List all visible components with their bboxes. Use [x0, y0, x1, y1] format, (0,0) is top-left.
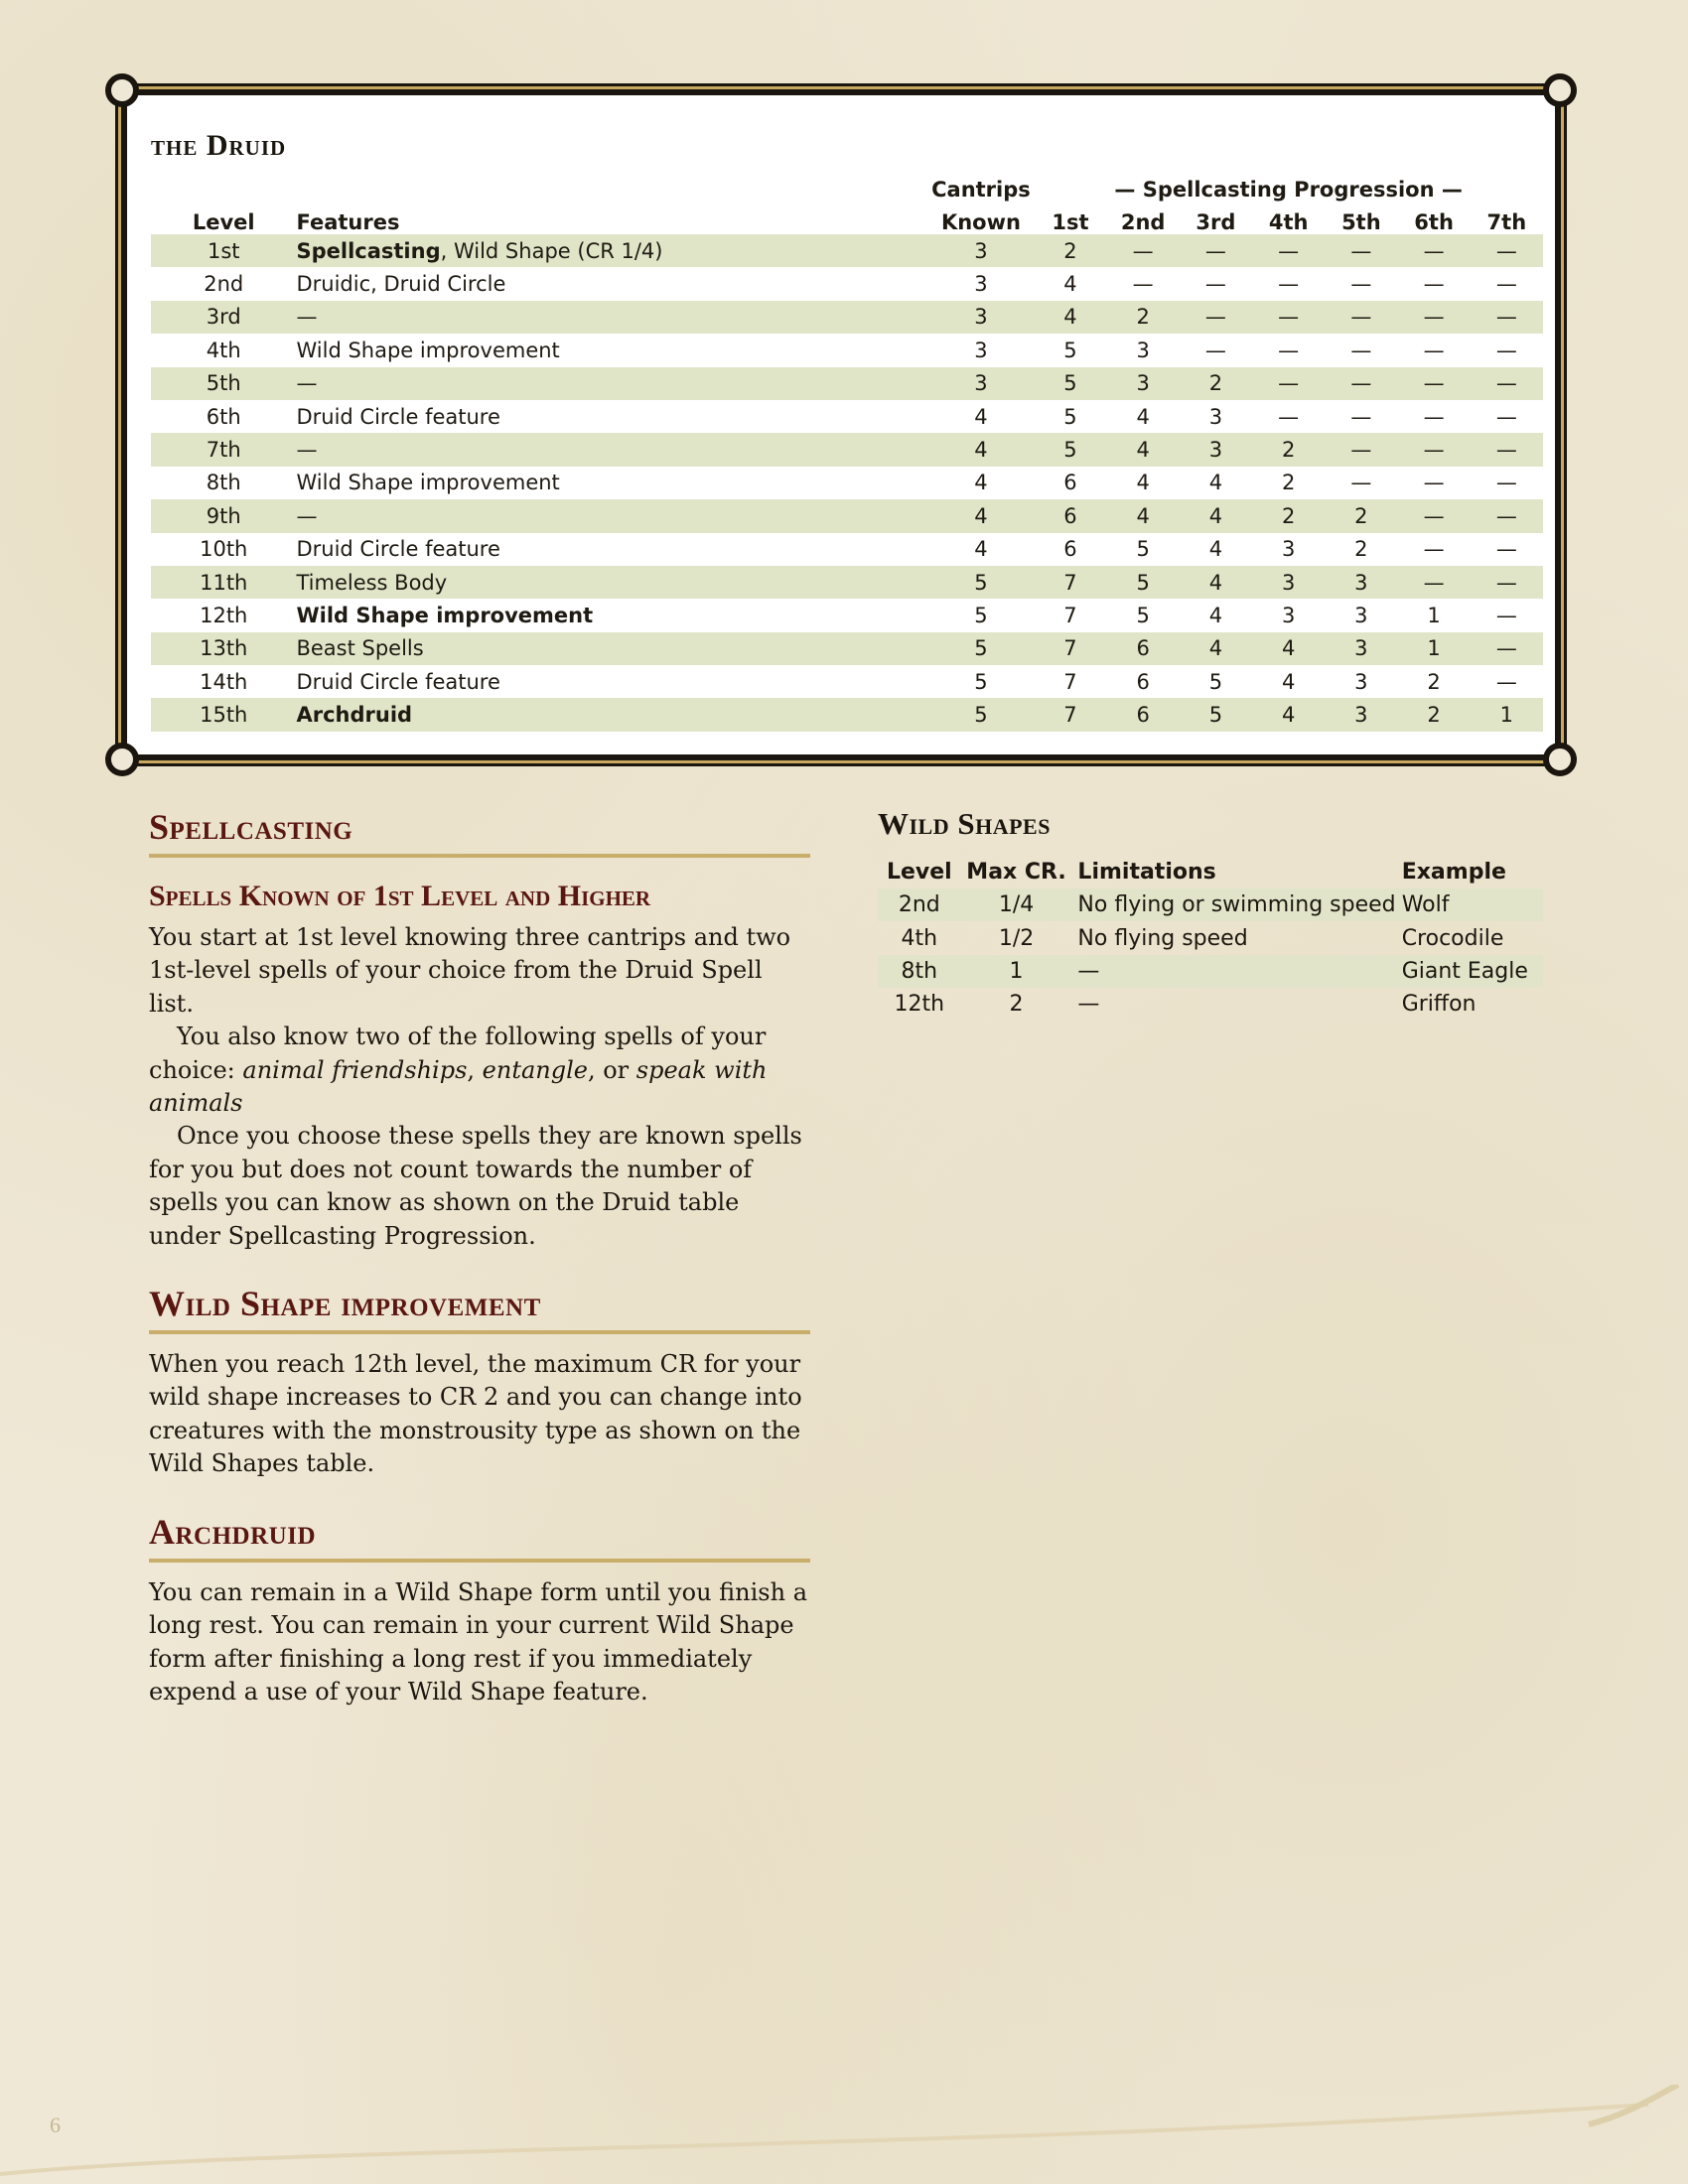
slot-cell: — — [1495, 503, 1517, 528]
slot-cell: 7 — [1063, 570, 1077, 595]
paragraph: When you reach 12th level, the maximum CR for your wild shape increases to CR 2 and you can change into creatures with the monstrousity type as shown on the Wild Shapes table. — [149, 1350, 802, 1478]
right-column — [878, 806, 1543, 1022]
druid-table-header-row-1 — [151, 169, 1543, 202]
features-cell: — — [296, 438, 318, 463]
slot-cell: 4 — [1208, 603, 1223, 627]
header-spellcasting-progression: — Spellcasting Progression — — [1114, 178, 1463, 202]
slot-cell: 3 — [1136, 338, 1150, 362]
features-cell: Wild Shape improvement — [296, 603, 594, 627]
slot-cell: 4 — [1208, 537, 1223, 562]
wild-shapes-table — [878, 856, 1543, 1022]
max-cr-cell: 1 — [1009, 958, 1024, 984]
slot-cell: 5 — [1208, 669, 1223, 694]
slot-cell: 4 — [1208, 570, 1223, 595]
spell-name: animal friendships — [242, 1055, 468, 1084]
slot-cell: — — [1278, 371, 1300, 396]
left-column — [149, 806, 810, 1708]
table-row — [151, 698, 1543, 731]
slot-cell: 5 — [1208, 703, 1223, 728]
table-row — [151, 367, 1543, 400]
druid-table-title: the Druid — [151, 129, 287, 162]
features-cell: — — [296, 305, 318, 330]
cantrips-cell: 5 — [974, 570, 988, 595]
slot-cell: 5 — [1063, 338, 1077, 362]
slot-cell: 2 — [1354, 537, 1368, 562]
features-cell: Wild Shape improvement — [296, 471, 560, 495]
level-cell: 15th — [200, 703, 248, 728]
frame-corner-ornament — [1543, 73, 1577, 107]
slot-cell: 2 — [1427, 669, 1441, 694]
table-row — [151, 467, 1543, 499]
slot-cell: 4 — [1136, 438, 1150, 463]
max-cr-cell: 2 — [1009, 992, 1024, 1018]
slot-cell: — — [1423, 537, 1445, 562]
slot-cell: — — [1204, 238, 1226, 263]
table-row — [878, 921, 1543, 954]
limitations-cell: — — [1077, 992, 1100, 1018]
slot-cell: — — [1423, 471, 1445, 495]
slot-cell: — — [1278, 272, 1300, 297]
slot-cell: 4 — [1063, 272, 1077, 297]
cantrips-cell: 3 — [974, 371, 988, 396]
slot-cell: — — [1495, 305, 1517, 330]
slot-cell: — — [1278, 305, 1300, 330]
cantrips-cell: 4 — [974, 438, 988, 463]
cantrips-cell: 5 — [974, 669, 988, 694]
level-cell: 13th — [200, 636, 248, 661]
slot-cell: — — [1495, 603, 1517, 627]
table-row — [151, 400, 1543, 433]
slot-cell: — — [1423, 371, 1445, 396]
header-level: Level — [886, 860, 952, 885]
header-slot: 7th — [1486, 210, 1527, 234]
features-cell: Beast Spells — [296, 636, 424, 661]
header-slot: 4th — [1268, 210, 1309, 234]
example-cell: Giant Eagle — [1401, 958, 1528, 984]
header-limitations: Limitations — [1077, 860, 1216, 885]
level-cell: 1st — [207, 238, 240, 263]
level-cell: 12th — [894, 992, 945, 1018]
level-cell: 14th — [200, 669, 248, 694]
level-cell: 11th — [200, 570, 248, 595]
paragraph: Once you choose these spells they are known spells for you but does not count towards the number of spells you can know as shown on the Druid table under Spellcasting Progression. — [149, 1122, 802, 1250]
slot-cell: 5 — [1063, 438, 1077, 463]
slot-cell: — — [1204, 305, 1226, 330]
table-row — [151, 599, 1543, 631]
header-example: Example — [1401, 860, 1506, 885]
slot-cell: 6 — [1136, 703, 1150, 728]
slot-cell: — — [1350, 471, 1372, 495]
slot-cell: — — [1350, 404, 1372, 429]
slot-cell: 2 — [1281, 438, 1296, 463]
limitations-cell: No flying or swimming speed — [1077, 892, 1396, 918]
slot-cell: 1 — [1499, 703, 1514, 728]
slot-cell: 6 — [1063, 471, 1077, 495]
slot-cell: — — [1350, 305, 1372, 330]
table-row — [151, 566, 1543, 599]
table-row — [151, 433, 1543, 466]
slot-cell: 4 — [1281, 703, 1296, 728]
table-row — [878, 888, 1543, 921]
slot-cell: 4 — [1281, 636, 1296, 661]
table-row — [151, 234, 1543, 267]
table-row — [151, 665, 1543, 698]
page-number: 6 — [50, 2113, 61, 2137]
level-cell: 8th — [206, 471, 241, 495]
slot-cell: 7 — [1063, 636, 1077, 661]
level-cell: 3rd — [206, 305, 241, 330]
slot-cell: 4 — [1208, 471, 1223, 495]
cantrips-cell: 5 — [974, 603, 988, 627]
level-cell: 2nd — [898, 892, 940, 918]
slot-cell: — — [1423, 570, 1445, 595]
frame-corner-ornament — [1543, 743, 1577, 776]
slot-cell: — — [1423, 338, 1445, 362]
section-heading-archdruid: Archdruid — [149, 1511, 810, 1563]
wild-shapes-header-row — [878, 856, 1543, 888]
max-cr-cell: 1/2 — [998, 925, 1035, 951]
slot-cell: — — [1495, 371, 1517, 396]
slot-cell: 6 — [1136, 669, 1150, 694]
slot-cell: 5 — [1136, 603, 1150, 627]
slot-cell: 6 — [1063, 537, 1077, 562]
level-cell: 9th — [206, 503, 241, 528]
level-cell: 12th — [200, 603, 248, 627]
features-cell: — — [296, 371, 318, 396]
slot-cell: 4 — [1208, 503, 1223, 528]
header-level: Level — [192, 210, 255, 234]
spell-name: speak with animals — [149, 1055, 768, 1118]
cantrips-cell: 5 — [974, 703, 988, 728]
limitations-cell: — — [1077, 958, 1100, 984]
slot-cell: 2 — [1063, 238, 1077, 263]
slot-cell: 3 — [1281, 603, 1296, 627]
druid-table-header-row-2 — [151, 202, 1543, 234]
slot-cell: 3 — [1281, 570, 1296, 595]
features-cell: Druid Circle feature — [296, 537, 500, 562]
subheading-spells-known: Spells Known of 1st Level and Higher — [149, 880, 651, 912]
slot-cell: 2 — [1354, 503, 1368, 528]
header-slot: 3rd — [1196, 210, 1236, 234]
slot-cell: 4 — [1136, 471, 1150, 495]
slot-cell: 3 — [1281, 537, 1296, 562]
level-cell: 4th — [206, 338, 241, 362]
level-cell: 2nd — [204, 272, 244, 297]
features-cell: Druidic, Druid Circle — [296, 272, 506, 297]
cantrips-cell: 3 — [974, 238, 988, 263]
header-slot: 2nd — [1120, 210, 1166, 234]
slot-cell: 1 — [1427, 636, 1441, 661]
paragraph: You start at 1st level knowing three cantrips and two 1st-level spells of your choice from the Druid Spell list. — [149, 923, 791, 1018]
slot-cell: — — [1423, 272, 1445, 297]
slot-cell: 3 — [1208, 438, 1223, 463]
slot-cell: 1 — [1427, 603, 1441, 627]
table-row — [151, 267, 1543, 300]
section-heading-spellcasting: Spellcasting — [149, 806, 810, 858]
slot-cell: 5 — [1136, 570, 1150, 595]
level-cell: 7th — [206, 438, 241, 463]
features-cell: Druid Circle feature — [296, 669, 500, 694]
slot-cell: 4 — [1063, 305, 1077, 330]
limitations-cell: No flying speed — [1077, 925, 1248, 951]
slot-cell: — — [1278, 404, 1300, 429]
slot-cell: 4 — [1136, 503, 1150, 528]
slot-cell: 3 — [1354, 636, 1368, 661]
slot-cell: 6 — [1136, 636, 1150, 661]
level-cell: 8th — [901, 958, 938, 984]
slot-cell: — — [1132, 238, 1154, 263]
table-row — [151, 301, 1543, 334]
slot-cell: — — [1204, 272, 1226, 297]
table-row — [151, 499, 1543, 532]
features-cell: Wild Shape improvement — [296, 338, 560, 362]
slot-cell: — — [1423, 404, 1445, 429]
slot-cell: — — [1495, 238, 1517, 263]
example-cell: Crocodile — [1401, 925, 1504, 951]
table-row — [151, 533, 1543, 566]
slot-cell: — — [1350, 272, 1372, 297]
slot-cell: — — [1495, 404, 1517, 429]
slot-cell: 6 — [1063, 503, 1077, 528]
cantrips-cell: 4 — [974, 503, 988, 528]
slot-cell: 2 — [1281, 503, 1296, 528]
druid-table-frame — [121, 89, 1561, 760]
slot-cell: 3 — [1354, 603, 1368, 627]
table-row — [878, 988, 1543, 1021]
slot-cell: — — [1204, 338, 1226, 362]
slot-cell: — — [1278, 238, 1300, 263]
level-cell: 6th — [206, 404, 241, 429]
slot-cell: 2 — [1136, 305, 1150, 330]
slot-cell: 4 — [1208, 636, 1223, 661]
slot-cell: — — [1350, 238, 1372, 263]
slot-cell: — — [1423, 305, 1445, 330]
druid-table — [151, 169, 1543, 732]
spell-name: entangle — [482, 1055, 588, 1084]
frame-corner-ornament — [105, 73, 139, 107]
slot-cell: 3 — [1354, 669, 1368, 694]
slot-cell: — — [1495, 537, 1517, 562]
slot-cell: 4 — [1136, 404, 1150, 429]
cantrips-cell: 4 — [974, 537, 988, 562]
example-cell: Wolf — [1401, 892, 1450, 918]
cantrips-cell: 3 — [974, 305, 988, 330]
slot-cell: 3 — [1354, 570, 1368, 595]
cantrips-cell: 3 — [974, 338, 988, 362]
slot-cell: 5 — [1063, 404, 1077, 429]
slot-cell: 7 — [1063, 669, 1077, 694]
table-row — [151, 632, 1543, 665]
slot-cell: — — [1350, 438, 1372, 463]
slot-cell: 5 — [1063, 371, 1077, 396]
paragraph: You also know two of the following spells of your choice: animal friendships, entangle, or speak with animals — [149, 1023, 768, 1118]
slot-cell: 2 — [1427, 703, 1441, 728]
slot-cell: — — [1495, 636, 1517, 661]
header-slot: 1st — [1052, 210, 1089, 234]
slot-cell: 3 — [1136, 371, 1150, 396]
slot-cell: 7 — [1063, 603, 1077, 627]
features-cell: Archdruid — [296, 703, 413, 728]
header-slot: 6th — [1414, 210, 1454, 234]
slot-cell: — — [1495, 471, 1517, 495]
section-heading-wild-shape-improvement: Wild Shape improvement — [149, 1283, 810, 1334]
slot-cell: — — [1350, 338, 1372, 362]
header-max-cr: Max CR. — [966, 860, 1066, 885]
slot-cell: 3 — [1354, 703, 1368, 728]
slot-cell: 3 — [1208, 404, 1223, 429]
cantrips-cell: 4 — [974, 404, 988, 429]
slot-cell: — — [1423, 238, 1445, 263]
slot-cell: — — [1495, 272, 1517, 297]
paragraph: You can remain in a Wild Shape form until you finish a long rest. You can remain in your current Wild Shape form after finishing a long rest if you immediately expend a use of your Wild Shape feature. — [149, 1577, 807, 1706]
slot-cell: — — [1350, 371, 1372, 396]
level-cell: 10th — [200, 537, 248, 562]
slot-cell: — — [1423, 438, 1445, 463]
slot-cell: — — [1495, 438, 1517, 463]
slot-cell: — — [1278, 338, 1300, 362]
slot-cell: — — [1495, 570, 1517, 595]
cantrips-cell: 4 — [974, 471, 988, 495]
cantrips-cell: 3 — [974, 272, 988, 297]
slot-cell: — — [1495, 669, 1517, 694]
slot-cell: 2 — [1281, 471, 1296, 495]
features-cell: Timeless Body — [296, 570, 448, 595]
slot-cell: — — [1495, 338, 1517, 362]
header-known: Known — [940, 210, 1021, 234]
max-cr-cell: 1/4 — [998, 892, 1035, 918]
example-cell: Griffon — [1401, 992, 1477, 1018]
slot-cell: 4 — [1281, 669, 1296, 694]
features-cell: — — [296, 503, 318, 528]
features-cell: Druid Circle feature — [296, 404, 500, 429]
table-row — [878, 955, 1543, 988]
slot-cell: — — [1423, 503, 1445, 528]
header-features: Features — [296, 210, 400, 234]
footer-ornament — [0, 2085, 1688, 2184]
slot-cell: 2 — [1208, 371, 1223, 396]
slot-cell: 5 — [1136, 537, 1150, 562]
frame-corner-ornament — [105, 743, 139, 776]
header-slot: 5th — [1341, 210, 1381, 234]
features-cell: Spellcasting, Wild Shape (CR 1/4) — [296, 238, 663, 263]
cantrips-cell: 5 — [974, 636, 988, 661]
wild-shapes-title: Wild Shapes — [878, 806, 1051, 841]
slot-cell: — — [1132, 272, 1154, 297]
level-cell: 4th — [901, 925, 938, 951]
header-cantrips: Cantrips — [931, 178, 1031, 202]
slot-cell: 7 — [1063, 703, 1077, 728]
level-cell: 5th — [206, 371, 241, 396]
table-row — [151, 334, 1543, 366]
